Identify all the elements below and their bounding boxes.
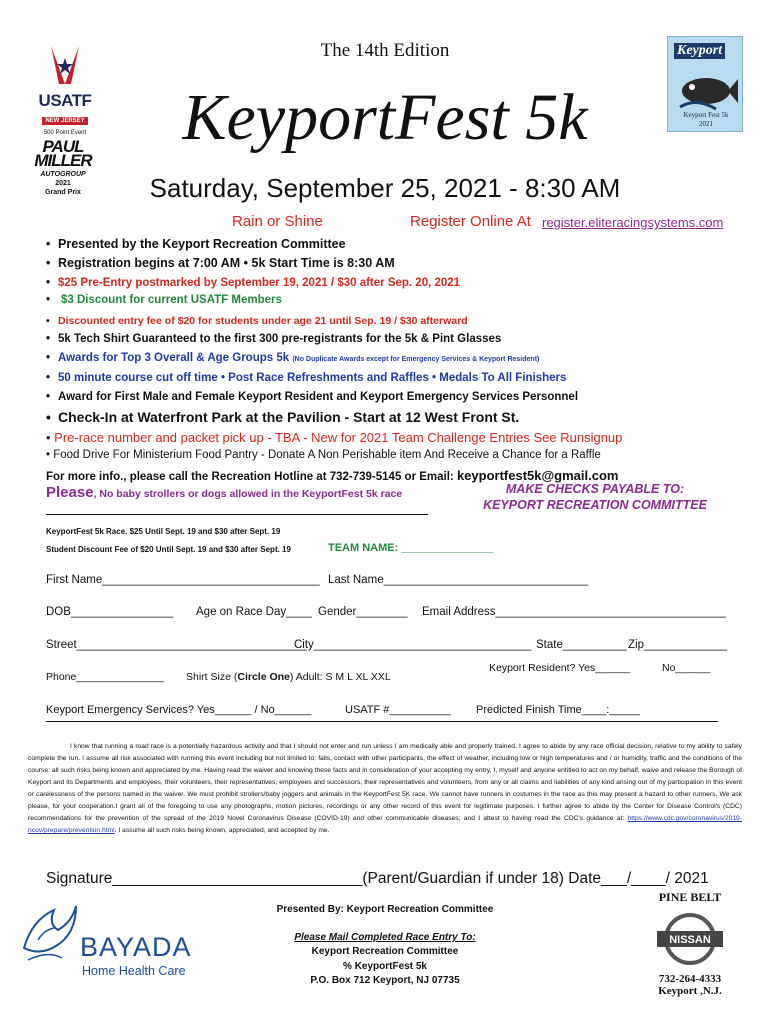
waiver-body: I know that running a road race is a potentially hazardous activity and that I should not enter and run unless I am medically able and properly trained. I agree to abide by any race official decision, relative to my ability to safely complete the run. I assume all risk associated with running this event including but not limited to: falls, contact with other participants, the effect of weather, including low or high temperatures and / or humidity, traffic and the conditions of the course: all such risks being known and appreciated by me. Having read the waiver and knowing these facts and in consideration of your accepting my entry, I, myself and anyone entitled to act on my behalf, waive and release the Borough of Keyport and its Departments and employees, their volunteers, their representatives, employees and successors, their representatives and volunteers, from any or all claims and liabilities of any kind arising out of my participation in this event or carelessness of the persons named in the waiver. We must prohibit strollers/baby joggers and animals in the KeyportFest 5K race. We cannot have runners in costumes in the race as this may present a hazard to other runners. We ask please, for your cooperation.I grant all of the foregoing to use any photographs, motion pictures, recordings or any other record of this event for legitimate purposes. I further agree to abide by the Center for Disease Control's (CDC) recommendations for the prevention of the spread of the 2019 Novel Coronavirus Disease (COVID-19) and other communicable diseases; and I attest to having read the CDC's guidance at: xyxy=(28,743,742,822)
divider xyxy=(46,514,428,515)
bullet-awards: • Awards for Top 3 Overall & Age Groups 5k (No Duplicate Awards except for Emergency Services & Keyport Resident) xyxy=(46,352,540,364)
keyport-resident-no[interactable]: No______ xyxy=(662,662,711,674)
bullet-text: $3 Discount for current USATF Members xyxy=(61,294,282,306)
email-field[interactable]: Email Address____________________________________ xyxy=(422,606,726,618)
bullet-text: Check-In at Waterfront Park at the Pavilion - Start at 12 West Front St. xyxy=(58,409,520,425)
usatf-points-label: 500 Point Event xyxy=(43,130,87,136)
bullet-text: Awards for Top 3 Overall & Age Groups 5k xyxy=(58,352,290,364)
city-field[interactable]: City__________________________________ xyxy=(294,639,532,651)
race-fee-line: KeyportFest 5k Race. $25 Until Sept. 19 and $30 after Sept. 19 xyxy=(46,527,281,536)
mail-address-1: Keyport Recreation Committee xyxy=(311,946,459,957)
bullet-cutoff: • 50 minute course cut off time • Post Race Refreshments and Raffles • Medals To All Finishers xyxy=(46,372,567,384)
usatf-state-label: NEW JERSEY xyxy=(42,117,87,125)
predicted-finish-field[interactable]: Predicted Finish Time____:_____ xyxy=(476,704,640,716)
register-online-label: Register Online At xyxy=(410,213,531,230)
checks-line-2: KEYPORT RECREATION COMMITTEE xyxy=(483,498,707,512)
paul-miller-wordmark: PAUL MILLER xyxy=(34,137,92,170)
bullet-usatf-discount: • $3 Discount for current USATF Members xyxy=(46,294,282,306)
student-fee-line: Student Discount Fee of $20 Until Sept. 19 and $30 after Sept. 19 xyxy=(46,545,291,554)
nissan-town: Keyport ,N.J. xyxy=(658,985,722,997)
dove-icon xyxy=(18,900,78,970)
shirt-size-label: Shirt Size ( xyxy=(186,671,238,683)
mail-address-2: % KeyportFest 5k xyxy=(343,961,427,972)
nissan-badge-icon xyxy=(655,911,725,967)
usatf-number-field[interactable]: USATF #__________ xyxy=(345,704,451,716)
bayada-wordmark: BAYADA xyxy=(80,932,192,962)
shirt-size-field[interactable] xyxy=(186,671,391,683)
rain-or-shine-label: Rain or Shine xyxy=(232,213,323,230)
bullet-note: (No Duplicate Awards except for Emergency Services & Keyport Resident) xyxy=(292,356,540,363)
more-info-text: For more info., please call the Recreation Hotline at 732-739-5145 or Email: xyxy=(46,471,457,483)
more-info-line xyxy=(46,468,618,483)
edition-label: The 14th Edition xyxy=(320,40,450,61)
pine-belt-nissan-logo xyxy=(640,890,740,997)
presented-by: Presented By: Keyport Recreation Committee xyxy=(276,904,494,915)
event-date: Saturday, September 25, 2021 - 8:30 AM xyxy=(149,173,621,203)
age-field[interactable]: Age on Race Day____ xyxy=(196,606,312,618)
bullet-student-discount: • Discounted entry fee of $20 for students under age 21 until Sep. 19 / $30 afterward xyxy=(46,315,468,327)
contact-email[interactable]: keyportfest5k@gmail.com xyxy=(456,468,619,483)
waiver-tail: . I assume all such risks being known, appreciated, and accepted by me. xyxy=(114,827,330,834)
bullet-packet-pickup: • Pre-race number and packet pick up - TBA - New for 2021 Team Challenge Entries See Runsignup xyxy=(46,430,623,445)
bullet-text: Presented by the Keyport Recreation Committee xyxy=(58,237,346,251)
keyport-resident-yes[interactable]: Keyport Resident? Yes______ xyxy=(489,662,631,674)
bullet-food-drive: • Food Drive For Ministerium Food Pantry - Donate A Non Perishable item And Receive a Chance for a Raffle xyxy=(46,449,601,461)
bullet-resident-award: • Award for First Male and Female Keyport Resident and Keyport Emergency Services Personnel xyxy=(46,391,579,403)
bullet-check-in: • Check-In at Waterfront Park at the Pavilion - Start at 12 West Front St. xyxy=(46,409,520,425)
team-name-field[interactable]: TEAM NAME: _______________ xyxy=(328,542,494,554)
mail-entry-title: Please Mail Completed Race Entry To: xyxy=(294,932,476,943)
divider xyxy=(46,721,718,722)
bullet-text: 50 minute course cut off time • Post Race Refreshments and Raffles • Medals To All Finishers xyxy=(58,372,567,384)
checks-payable xyxy=(470,482,720,512)
bullet-registration: • Registration begins at 7:00 AM • 5k Start Time is 8:30 AM xyxy=(46,256,395,270)
bullet-text: 5k Tech Shirt Guaranteed to the first 300 pre-registrants for the 5k & Pint Glasses xyxy=(58,333,502,345)
bullet-presented: • Presented by the Keyport Recreation Committee xyxy=(46,237,346,251)
bullet-text: Registration begins at 7:00 AM • 5k Start Time is 8:30 AM xyxy=(58,256,395,270)
street-field[interactable]: Street____________________________________ xyxy=(46,639,307,651)
last-name-field[interactable]: Last Name________________________________ xyxy=(328,574,589,586)
strollers-text: , No baby strollers or dogs allowed in the KeyportFest 5k race xyxy=(93,488,403,500)
usatf-wordmark: USATF xyxy=(38,91,92,110)
shirt-size-options: ) Adult: S M L XL XXL xyxy=(289,671,391,683)
please-label: Please xyxy=(46,484,94,501)
dob-field[interactable]: DOB________________ xyxy=(46,606,174,618)
circle-one-label: Circle One xyxy=(237,671,290,683)
gender-field[interactable]: Gender________ xyxy=(318,606,408,618)
bullet-text: Pre-race number and packet pick up - TBA - New for 2021 Team Challenge Entries See Runsignup xyxy=(54,430,623,445)
bullet-text: Award for First Male and Female Keyport Resident and Keyport Emergency Services Personnel xyxy=(58,391,579,403)
zip-field[interactable]: Zip_____________ xyxy=(628,639,728,651)
first-name-field[interactable]: First Name__________________________________ xyxy=(46,574,320,586)
nissan-phone: 732-264-4333 xyxy=(658,973,722,985)
state-field[interactable]: State__________ xyxy=(536,639,627,651)
register-url-link[interactable]: register.eliteracingsystems.com xyxy=(542,215,724,230)
page-title: KeyportFest 5k xyxy=(182,81,588,154)
checks-line-1: MAKE CHECKS PAYABLE TO: xyxy=(505,482,685,496)
bullet-tech-shirt: • 5k Tech Shirt Guaranteed to the first 300 pre-registrants for the 5k & Pint Glasses xyxy=(46,333,502,345)
bayada-subtitle: Home Health Care xyxy=(82,964,186,978)
waiver-text xyxy=(28,741,742,837)
keyport-logo-year: 2021 xyxy=(699,120,713,128)
nissan-wordmark: NISSAN xyxy=(669,934,711,946)
keyport-logo-caption: Keyport Fest 5k xyxy=(683,111,729,119)
signature-line[interactable]: Signature_____________________________(Parent/Guardian if under 18) Date___/____/ 2021 xyxy=(46,870,709,887)
bullet-pre-entry: • $25 Pre-Entry postmarked by September 19, 2021 / $30 after Sep. 20, 2021 xyxy=(46,277,461,289)
grand-prix-year: 2021 xyxy=(55,180,71,187)
mail-address-3: P.O. Box 712 Keyport, NJ 07735 xyxy=(310,975,460,986)
bullet-text: Discounted entry fee of $20 for students under age 21 until Sep. 19 / $30 afterward xyxy=(58,315,468,327)
grand-prix-label: Grand Prix xyxy=(45,189,81,196)
cdc-guidance-link[interactable]: https://www.cdc.gov/coronavirus/2019-ncov/prepare/prevention.html xyxy=(28,815,742,834)
keyport-logo-title: Keyport xyxy=(674,43,725,59)
bullet-text: $25 Pre-Entry postmarked by September 19, 2021 / $30 after Sep. 20, 2021 xyxy=(58,277,461,289)
phone-field[interactable]: Phone_______________ xyxy=(46,671,164,683)
bullet-text: Food Drive For Ministerium Food Pantry - Donate A Non Perishable item And Receive a Chance for a Raffle xyxy=(53,449,601,461)
autogroup-label: AUTOGROUP xyxy=(40,171,86,178)
emergency-services-field[interactable]: Keyport Emergency Services? Yes______ / No______ xyxy=(46,704,312,716)
pine-belt-label: PINE BELT xyxy=(658,890,722,904)
strollers-notice xyxy=(46,484,402,501)
